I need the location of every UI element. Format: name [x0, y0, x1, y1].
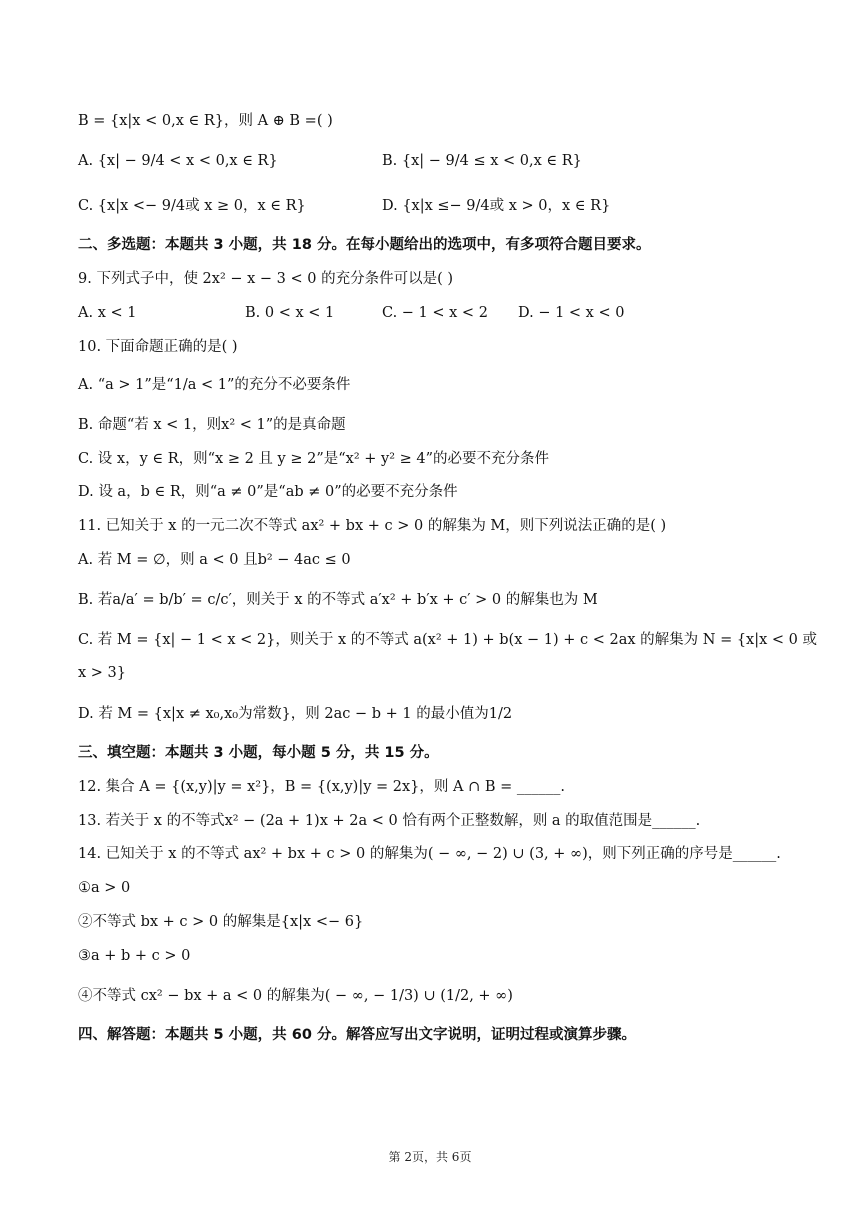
q8-option-b: B. {x| − 9/4 ≤ x < 0,x ∈ R} [382, 153, 582, 169]
q10-option-c: C. 设 x，y ∈ R，则“x ≥ 2 且 y ≥ 2”是“x² + y² ≥ 4”的必要不充分条件 [78, 451, 550, 467]
q14: 14. 已知关于 x 的不等式 ax² + bx + c > 0 的解集为( − ∞, − 2) ∪ (3, + ∞)，则下列正确的序号是______. [78, 846, 781, 862]
q10-stem: 10. 下面命题正确的是( ) [78, 339, 238, 355]
q9-option-b: B. 0 < x < 1 [245, 305, 335, 321]
q14-item-4: ④不等式 cx² − bx + a < 0 的解集为( − ∞, − 1/3) ∪ (1/2, + ∞) [78, 988, 513, 1004]
q14-item-1: ①a > 0 [78, 880, 131, 896]
q11-option-d: D. 若 M = {x|x ≠ x₀,x₀为常数}，则 2ac − b + 1 的最小值为1/2 [78, 706, 513, 722]
q9-option-a: A. x < 1 [78, 305, 137, 321]
q14-item-3: ③a + b + c > 0 [78, 948, 191, 964]
q10-option-a: A. “a > 1”是“1/a < 1”的充分不必要条件 [78, 377, 351, 393]
q9-option-d: D. − 1 < x < 0 [518, 305, 625, 321]
q10-option-d: D. 设 a，b ∈ R，则“a ≠ 0”是“ab ≠ 0”的必要不充分条件 [78, 484, 458, 500]
q11-option-b: B. 若a/a′ = b/b′ = c/c′，则关于 x 的不等式 a′x² + b′x + c′ > 0 的解集也为 M [78, 592, 598, 608]
q11-stem: 11. 已知关于 x 的一元二次不等式 ax² + bx + c > 0 的解集为 M，则下列说法正确的是( ) [78, 518, 667, 534]
q12: 12. 集合 A = {(x,y)|y = x²}，B = {(x,y)|y = 2x}，则 A ∩ B = ______. [78, 779, 565, 795]
section-2-heading: 二、多选题：本题共 3 小题，共 18 分。在每小题给出的选项中，有多项符合题目要求。 [78, 237, 651, 253]
q8-option-c: C. {x|x <− 9/4或 x ≥ 0，x ∈ R} [78, 198, 306, 214]
q8-option-a: A. {x| − 9/4 < x < 0,x ∈ R} [78, 153, 278, 169]
q9-stem: 9. 下列式子中，使 2x² − x − 3 < 0 的充分条件可以是( ) [78, 271, 454, 287]
q8-stem: B = {x|x < 0,x ∈ R}，则 A ⊕ B =( ) [78, 113, 333, 129]
q11-option-c-line2: x > 3} [78, 665, 126, 681]
q11-option-a: A. 若 M = ∅，则 a < 0 且b² − 4ac ≤ 0 [78, 552, 351, 568]
q8-option-d: D. {x|x ≤− 9/4或 x > 0，x ∈ R} [382, 198, 611, 214]
q14-item-2: ②不等式 bx + c > 0 的解集是{x|x <− 6} [78, 914, 364, 930]
section-4-heading: 四、解答题：本题共 5 小题，共 60 分。解答应写出文字说明，证明过程或演算步骤。 [78, 1027, 636, 1043]
section-3-heading: 三、填空题：本题共 3 小题，每小题 5 分，共 15 分。 [78, 745, 439, 761]
q9-option-c: C. − 1 < x < 2 [382, 305, 488, 321]
q11-option-c-line1: C. 若 M = {x| − 1 < x < 2}，则关于 x 的不等式 a(x² + 1) + b(x − 1) + c < 2ax 的解集为 N = {x|x < 0 或 [78, 632, 817, 648]
q13: 13. 若关于 x 的不等式x² − (2a + 1)x + 2a < 0 恰有两个正整数解，则 a 的取值范围是______. [78, 813, 701, 829]
q10-option-b: B. 命题“若 x < 1，则x² < 1”的是真命题 [78, 417, 346, 433]
page-footer: 第 2页，共 6页 [388, 1150, 472, 1164]
